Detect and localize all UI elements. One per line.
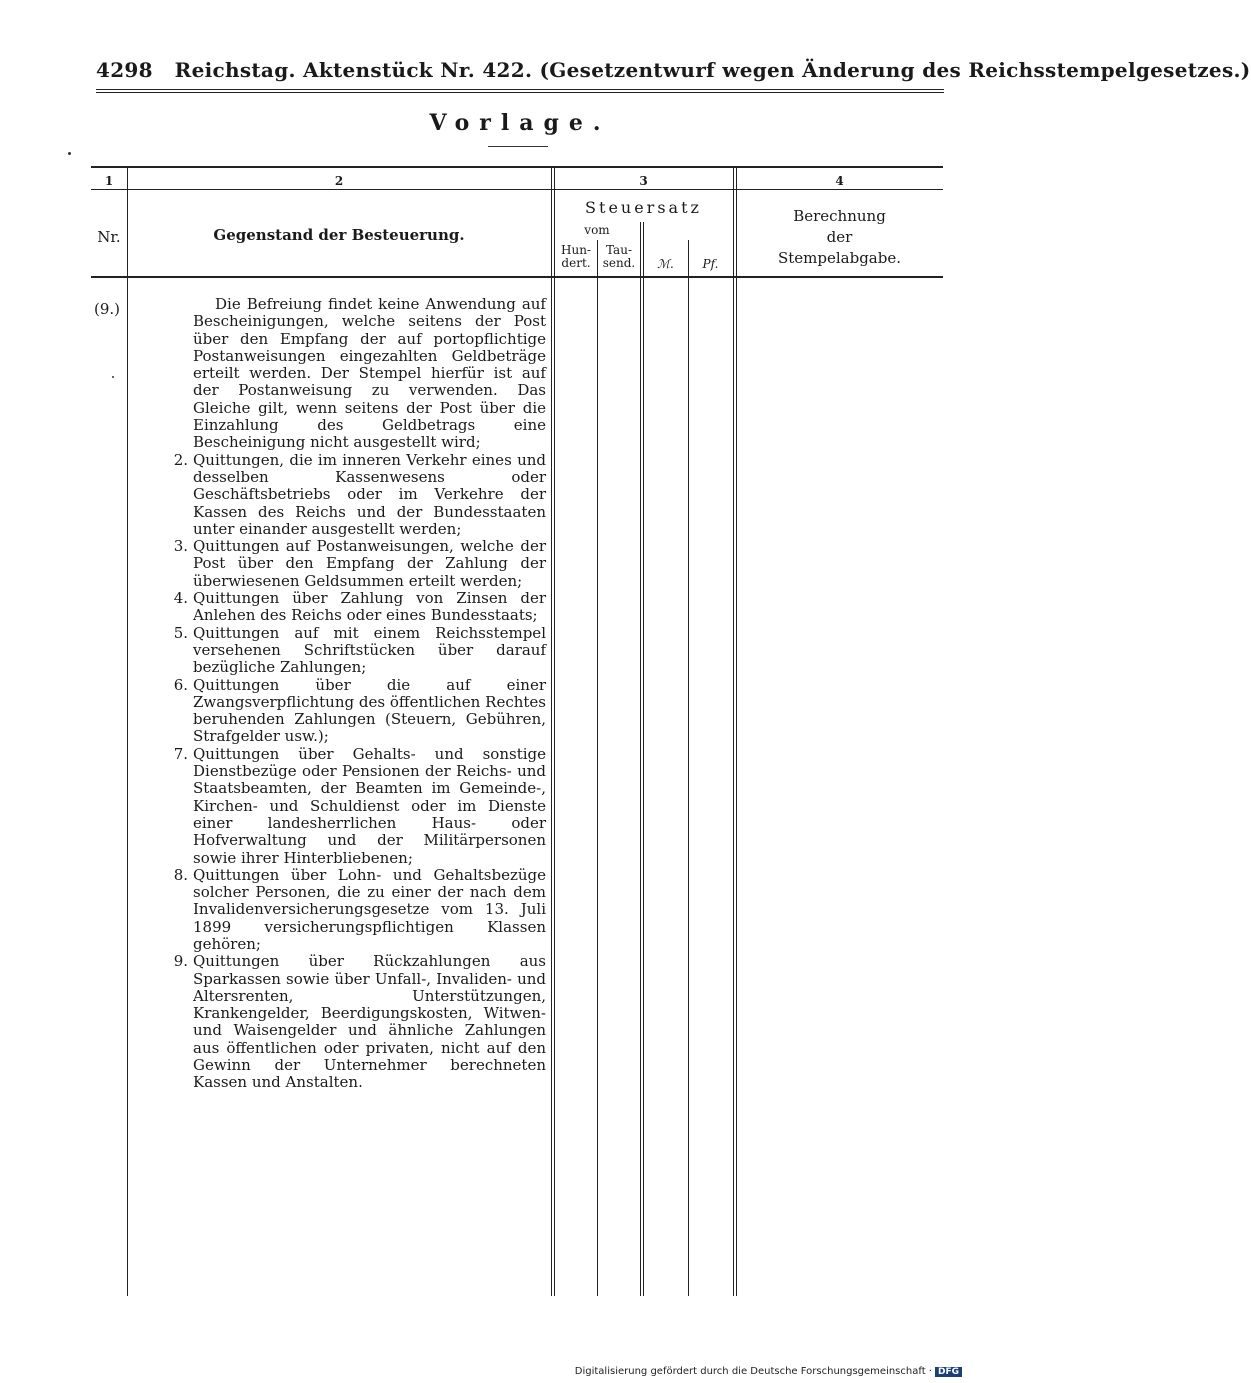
col3-sub-divider-2: [640, 222, 641, 1296]
col-divider-3: [733, 166, 734, 1296]
item-text: Quittungen, die im inneren Verkehr eines und desselben Kassenwesens oder Geschäftsbetriebs oder im Verkehre der Kassen des Reichs und der Bundesstaaten unter einander ausgestellt werden;: [193, 450, 546, 538]
table-top-rule: [91, 166, 943, 168]
colnum-2: 2: [334, 174, 344, 188]
header-rule: [96, 89, 944, 90]
list-item: [160, 746, 546, 867]
item-text: Quittungen über Rückzahlungen aus Sparkassen sowie über Unfall-, Invaliden- und Altersrenten, Unterstützungen, Krankengelder, Beerdigungskosten, Witwen- und Waisengelder und ähnliche Zahlungen aus öffentlichen oder privaten, nicht auf den Gewinn der Unternehmer berechneten Kassen und Anstalten.: [193, 952, 546, 1092]
page-title: Vorlage.: [429, 110, 611, 136]
row-number: (9.): [94, 300, 121, 318]
item-number: 9.: [173, 952, 188, 971]
header-rule-2: [96, 92, 944, 93]
list-item: [160, 590, 546, 625]
running-header: [96, 58, 1251, 88]
col-header-mark: ℳ.: [657, 257, 674, 271]
item-number: 2.: [173, 450, 188, 469]
item-text: Quittungen auf Postanweisungen, welche der Post über den Empfang der Zahlung der überwiesenen Geldsummen erteilt werden;: [193, 537, 546, 590]
list-item: [160, 625, 546, 677]
item-text: Quittungen über die auf einer Zwangsverpflichtung des öffentlichen Rechtes beruhenden Zahlungen (Steuern, Gebühren, Strafgelder usw.);: [193, 675, 546, 746]
item-number: 8.: [173, 865, 188, 884]
footer-text: Digitalisierung gefördert durch die Deutsche Forschungsgemeinschaft ·: [574, 1366, 932, 1377]
col-header-subject: Gegenstand der Besteuerung.: [213, 226, 465, 244]
colnum-4: 4: [835, 174, 844, 188]
list-item: [160, 452, 546, 538]
list-item: [160, 867, 546, 953]
title-rule: [488, 146, 548, 147]
exemption-list: [160, 452, 546, 1092]
col3-sub-divider-1: [597, 240, 598, 1296]
col3-sub-divider-3: [688, 240, 689, 1296]
colnum-rule: [91, 189, 943, 190]
col-divider-2b: [554, 166, 555, 1296]
berechnung-line-1: Berechnung: [793, 207, 886, 225]
col-header-tausend: Tau-send.: [602, 243, 636, 270]
list-item: [160, 538, 546, 590]
page-number: 4298: [96, 58, 153, 82]
item-number: 7.: [173, 744, 188, 763]
item-text: Quittungen auf mit einem Reichsstempel versehenen Schriftstücken über darauf bezügliche Zahlungen;: [193, 623, 546, 677]
col-header-hundert: Hun-dert.: [561, 243, 591, 270]
colnum-1: 1: [104, 174, 114, 188]
col3-sub-divider-2b: [643, 222, 644, 1296]
col-header-nr: Nr.: [97, 228, 121, 246]
intro-paragraph: Die Befreiung findet keine Anwendung auf Bescheinigungen, welche seitens der Post über den Empfang der auf portopflichtige Postanweisungen eingezahlten Geldbeträge erteilt werden. Der Stempel hierfür ist auf der Postanweisung zu verwenden. Das Gleiche gilt, wenn seitens der Post über die Einzahlung des Geldbetrags eine Bescheinigung nicht ausgestellt wird;: [193, 295, 546, 452]
item-text: Quittungen über Zahlung von Zinsen der Anlehen des Reichs oder eines Bundesstaats;: [193, 589, 546, 625]
col-divider-3b: [736, 166, 737, 1296]
col-header-vom: vom: [584, 223, 610, 237]
col-header-berechnung: [736, 206, 943, 269]
list-item: [160, 677, 546, 746]
col-divider-2: [551, 166, 552, 1296]
item-text: Quittungen über Lohn- und Gehaltsbezüge solcher Personen, die zu einer der nach dem Invalidenversicherungsgesetze vom 13. Juli 1899 versicherungspflichtigen Klassen gehören;: [193, 865, 546, 953]
berechnung-line-2: der: [826, 228, 853, 246]
item-number: 6.: [173, 675, 188, 694]
item-number: 5.: [173, 623, 188, 642]
speck-2: [112, 376, 114, 378]
footer-credit: [575, 1366, 962, 1377]
list-item: [160, 953, 546, 1091]
header-text: Reichstag. Aktenstück Nr. 422. (Gesetzentwurf wegen Änderung des Reichsstempelgesetzes.): [174, 58, 1251, 82]
item-number: 4.: [173, 589, 188, 608]
colnum-3: 3: [639, 174, 648, 188]
dfg-logo: DFG: [935, 1367, 962, 1377]
item-text: Quittungen über Gehalts- und sonstige Dienstbezüge oder Pensionen der Reichs- und Staatsbeamten, der Beamten im Gemeinde-, Kirchen- und Schuldienst oder im Dienste einer landesherrlichen Haus- oder Hofverwaltung und der Militärpersonen sowie ihrer Hinterbliebenen;: [193, 744, 546, 867]
row-body: [160, 296, 546, 1092]
header-bottom-rule: [91, 276, 943, 278]
berechnung-line-3: Stempelabgabe.: [777, 249, 902, 267]
col-header-steuersatz: Steuersatz: [585, 198, 702, 217]
col-divider-1: [127, 166, 128, 1296]
item-number: 3.: [173, 537, 188, 556]
speck: [68, 152, 71, 155]
col-header-pfennig: Pf.: [702, 257, 719, 271]
